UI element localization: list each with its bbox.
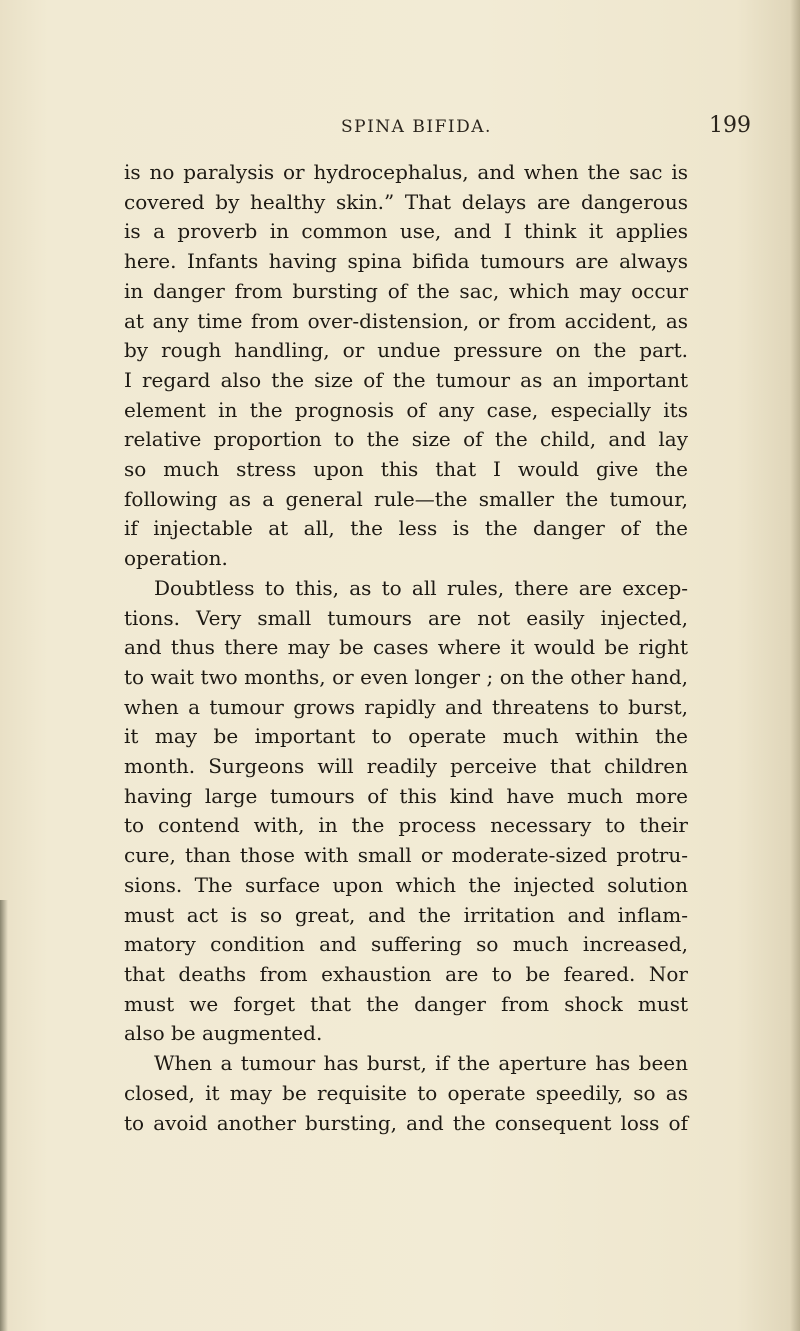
text-line: following as a general rule—the smaller the tumour, xyxy=(124,486,688,511)
text-line: that deaths from exhaustion are to be feared. Nor xyxy=(124,961,688,986)
text-line: also be augmented. xyxy=(124,1021,323,1046)
binding-shadow xyxy=(0,900,8,1331)
text-line: and thus there may be cases where it would be right xyxy=(124,635,688,660)
text-line: operation. xyxy=(124,546,228,571)
running-title: SPINA BIFIDA. xyxy=(341,117,492,137)
text-line: is a proverb in common use, and I think it applies xyxy=(124,219,688,244)
text-line: relative proportion to the size of the child, and lay xyxy=(124,427,688,452)
text-line: to avoid another bursting, and the consequent loss of xyxy=(124,1110,688,1135)
text-line: closed, it may be requisite to operate speedily, so as xyxy=(124,1080,688,1105)
text-line: is no paralysis or hydrocephalus, and when the sac is xyxy=(124,160,688,184)
text-line: element in the prognosis of any case, especially its xyxy=(124,397,688,422)
text-line: if injectable at all, the less is the danger of the xyxy=(124,516,688,541)
text-line: month. Surgeons will readily perceive that children xyxy=(124,754,688,779)
text-line: sions. The surface upon which the injected solution xyxy=(124,872,688,897)
text-line: at any time from over-distension, or from accident, as xyxy=(124,308,688,333)
text-line: when a tumour grows rapidly and threatens to burst, xyxy=(124,694,688,719)
text-line: covered by healthy skin.” That delays are dangerous xyxy=(124,189,688,214)
text-line: Doubtless to this, as to all rules, there are excep- xyxy=(154,575,688,600)
text-line: I regard also the size of the tumour as an important xyxy=(124,367,688,392)
text-line: so much stress upon this that I would give the xyxy=(124,457,688,482)
text-line: When a tumour has burst, if the aperture has been xyxy=(154,1051,688,1076)
text-line: must act is so great, and the irritation and inflam- xyxy=(124,902,688,927)
text-line: here. Infants having spina bifida tumours are always xyxy=(124,249,688,274)
text-line: tions. Very small tumours are not easily injected, xyxy=(124,605,688,630)
text-line: by rough handling, or undue pressure on the part. xyxy=(124,338,688,363)
text-line: it may be important to operate much within the xyxy=(124,724,688,749)
text-line: cure, than those with small or moderate-sized protru- xyxy=(124,843,688,868)
text-line: in danger from bursting of the sac, which may occur xyxy=(124,278,688,303)
page-number: 199 xyxy=(709,113,751,138)
text-line: to contend with, in the process necessary to their xyxy=(124,813,688,838)
page-edge-shadow xyxy=(790,0,800,1331)
text-line: matory condition and suffering so much increased, xyxy=(124,932,688,957)
text-line: having large tumours of this kind have much more xyxy=(124,783,688,808)
text-line: must we forget that the danger from shock must xyxy=(124,991,688,1016)
body-text xyxy=(124,158,688,1138)
text-line: to wait two months, or even longer ; on the other hand, xyxy=(124,664,688,689)
